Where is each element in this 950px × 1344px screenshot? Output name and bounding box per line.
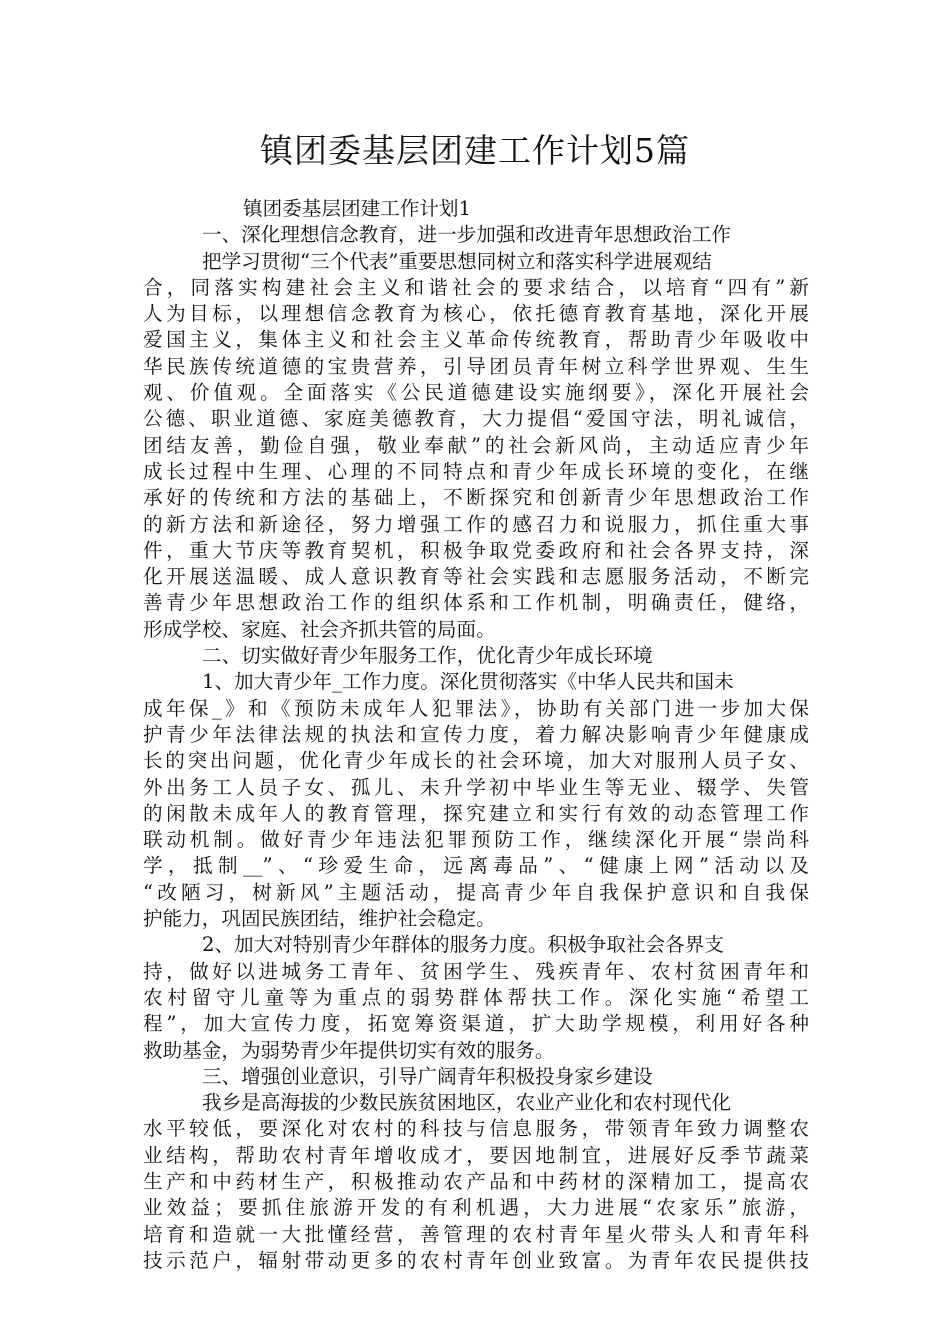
text-line: 善青少年思想政治工作的组织体系和工作机制，明确责任，健络， <box>143 591 809 615</box>
text-line: 救助基金，为弱势青少年提供切实有效的服务。 <box>143 1038 555 1062</box>
text-line: 持，做好以进城务工青年、贫困学生、残疾青年、农村贫困青年和 <box>143 959 809 983</box>
text-line: 长的突出问题，优化青少年成长的社会环境，加大对服刑人员子女、 <box>143 749 809 773</box>
text-line: 学，抵制__”、“珍爱生命，远离毒品”、“健康上网”活动以及 <box>143 854 809 878</box>
text-line: 护青少年法律法规的执法和宣传力度，着力解决影响青少年健康成 <box>143 722 809 746</box>
text-line: 成年保_》和《预防未成年人犯罪法》，协助有关部门进一步加大保 <box>143 696 809 720</box>
text-line: 公德、职业道德、家庭美德教育，大力提倡“爱国守法，明礼诚信， <box>143 407 809 431</box>
text-line: 的闲散未成年人的教育管理，探究建立和实行有效的动态管理工作 <box>143 801 809 825</box>
text-line: 程”，加大宣传力度，拓宽筹资渠道，扩大助学规模，利用好各种 <box>143 1012 809 1036</box>
text-line: 一、深化理想信念教育，进一步加强和改进青年思想政治工作 <box>202 223 732 247</box>
text-line: 化开展送温暖、成人意识教育等社会实践和志愿服务活动，不断完 <box>143 565 809 589</box>
text-line: 的新方法和新途径，努力增强工作的感召力和说服力，抓住重大事 <box>143 512 809 536</box>
text-line: 农村留守儿童等为重点的弱势群体帮扶工作。深化实施“希望工 <box>143 985 809 1009</box>
text-line: 人为目标，以理想信念教育为核心，依托德育教育基地，深化开展 <box>143 302 809 326</box>
text-line: 联动机制。做好青少年违法犯罪预防工作，继续深化开展“崇尚科 <box>143 828 809 852</box>
text-line: 生产和中药材生产，积极推动农产品和中药材的深精加工，提高农 <box>143 1169 809 1193</box>
text-line: 二、切实做好青少年服务工作，优化青少年成长环境 <box>202 644 653 668</box>
text-line: 团结友善，勤俭自强，敬业奉献”的社会新风尚，主动适应青少年 <box>143 433 809 457</box>
document-title: 镇团委基层团建工作计划5篇 <box>260 131 690 170</box>
text-line: 护能力，巩固民族团结，维护社会稳定。 <box>143 907 496 931</box>
text-line: 爱国主义，集体主义和社会主义革命传统教育，帮助青少年吸收中 <box>143 328 809 352</box>
section-heading: 镇团委基层团建工作计划1 <box>243 197 471 220</box>
text-line: 三、增强创业意识，引导广阔青年积极投身家乡建设 <box>202 1064 653 1088</box>
text-line: 水平较低，要深化对农村的科技与信息服务，带领青年致力调整农 <box>143 1117 809 1141</box>
text-line: 2、加大对特别青少年群体的服务力度。积极争取社会各界支 <box>202 933 724 957</box>
text-line: 我乡是高海拔的少数民族贫困地区，农业产业化和农村现代化 <box>202 1091 732 1115</box>
text-line: 技示范户，辐射带动更多的农村青年创业致富。为青年农民提供技 <box>143 1248 809 1272</box>
document-body <box>143 196 809 1274</box>
text-line: 业效益；要抓住旅游开发的有利机遇，大力进展“农家乐”旅游， <box>143 1196 809 1220</box>
text-line: 把学习贯彻“三个代表”重要思想同树立和落实科学进展观结 <box>202 249 712 273</box>
text-line: 外出务工人员子女、孤儿、未升学初中毕业生等无业、辍学、失管 <box>143 775 809 799</box>
text-line: 观、价值观。全面落实《公民道德建设实施纲要》，深化开展社会 <box>143 381 809 405</box>
text-line: 1、加大青少年_工作力度。深化贯彻落实《中华人民共和国未 <box>202 670 734 694</box>
text-line: 华民族传统道德的宝贵营养，引导团员青年树立科学世界观、生生 <box>143 354 809 378</box>
text-line: 件，重大节庆等教育契机，积极争取党委政府和社会各界支持，深 <box>143 538 809 562</box>
text-line: 承好的传统和方法的基础上，不断探究和创新青少年思想政治工作 <box>143 486 809 510</box>
text-line: 合，同落实构建社会主义和谐社会的要求结合，以培育“四有”新 <box>143 275 809 299</box>
text-line: 培育和造就一大批懂经营，善管理的农村青年星火带头人和青年科 <box>143 1222 809 1246</box>
text-line: “改陋习，树新风”主题活动，提高青少年自我保护意识和自我保 <box>143 880 809 904</box>
text-line: 形成学校、家庭、社会齐抓共管的局面。 <box>143 617 496 641</box>
text-line: 业结构，帮助农村青年增收成才，要因地制宜，进展好反季节蔬菜 <box>143 1143 809 1167</box>
text-line: 成长过程中生理、心理的不同特点和青少年成长环境的变化，在继 <box>143 459 809 483</box>
